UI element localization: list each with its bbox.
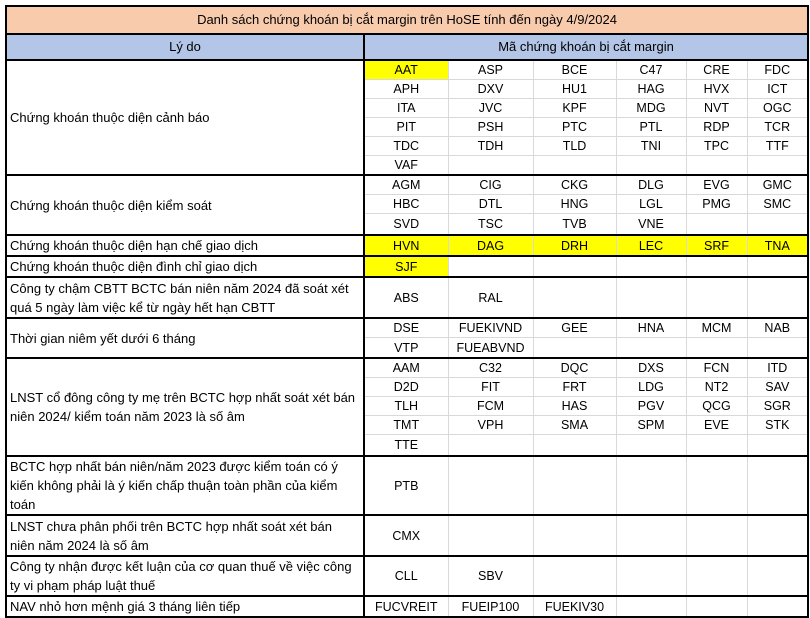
stock-code-cell[interactable]: RDP [686,118,747,137]
stock-code-cell[interactable]: APH [364,80,448,99]
stock-code-cell[interactable]: HAG [616,80,686,99]
stock-code-cell[interactable]: FUEKIV30 [533,596,616,617]
stock-code-cell[interactable]: SVD [364,214,448,236]
stock-code-cell[interactable]: ICT [747,80,808,99]
stock-code-cell[interactable] [747,277,808,318]
stock-code-cell[interactable] [616,256,686,277]
stock-code-cell[interactable]: AAM [364,358,448,378]
stock-code-cell[interactable] [616,277,686,318]
stock-code-cell[interactable] [747,338,808,359]
stock-code-cell[interactable]: ITA [364,99,448,118]
stock-code-cell[interactable]: TDC [364,137,448,156]
stock-code-cell[interactable]: FUEKIVND [448,318,533,338]
stock-code-cell[interactable]: SRF [686,235,747,256]
stock-code-cell[interactable]: DXS [616,358,686,378]
table-row [6,556,808,596]
stock-code-cell[interactable] [747,456,808,515]
table-row [6,256,808,277]
stock-code-cell[interactable]: OGC [747,99,808,118]
stock-code-cell[interactable]: RAL [448,277,533,318]
stock-code-cell[interactable]: VNE [616,214,686,236]
stock-code-cell[interactable]: FUEIP100 [448,596,533,617]
stock-code-cell[interactable]: MDG [616,99,686,118]
stock-code-cell[interactable]: SJF [364,256,448,277]
stock-code-cell[interactable]: AGM [364,175,448,195]
table-title: Danh sách chứng khoán bị cắt margin trên HoSE tính đến ngày 4/9/2024 [6,6,808,34]
stock-code-cell[interactable] [448,515,533,556]
stock-code-cell[interactable]: TVB [533,214,616,236]
stock-code-cell[interactable] [616,156,686,176]
spreadsheet-table [5,5,809,618]
reason-cell: Chứng khoán thuộc diện cảnh báo [6,60,364,175]
stock-code-cell[interactable]: MCM [686,318,747,338]
stock-code-cell[interactable] [533,515,616,556]
stock-code-cell[interactable]: FUCVREIT [364,596,448,617]
stock-code-cell[interactable] [686,277,747,318]
stock-code-cell[interactable]: DAG [448,235,533,256]
stock-code-cell[interactable]: FUEABVND [448,338,533,359]
stock-code-cell[interactable]: D2D [364,378,448,397]
stock-code-cell[interactable]: VTP [364,338,448,359]
stock-code-cell[interactable] [686,556,747,596]
header-codes: Mã chứng khoán bị cắt margin [364,34,808,60]
stock-code-cell[interactable] [616,338,686,359]
stock-code-cell[interactable] [533,456,616,515]
stock-code-cell[interactable]: TPC [686,137,747,156]
stock-code-cell[interactable]: QCG [686,397,747,416]
stock-code-cell[interactable]: NVT [686,99,747,118]
stock-code-cell[interactable]: DLG [616,175,686,195]
reason-cell: Chứng khoán thuộc diện hạn chế giao dịch [6,235,364,256]
stock-code-cell[interactable]: CLL [364,556,448,596]
stock-code-cell[interactable] [616,556,686,596]
reason-cell: Công ty nhận được kết luận của cơ quan thuế về việc công ty vi phạm pháp luật thuế [6,556,364,596]
stock-code-cell[interactable]: JVC [448,99,533,118]
stock-code-cell[interactable]: FIT [448,378,533,397]
stock-code-cell[interactable]: TTE [364,435,448,457]
margin-cut-table [5,5,807,618]
stock-code-cell[interactable]: HU1 [533,80,616,99]
stock-code-cell[interactable] [448,256,533,277]
stock-code-cell[interactable] [533,256,616,277]
stock-code-cell[interactable]: FDC [747,60,808,80]
stock-code-cell[interactable]: PTL [616,118,686,137]
stock-code-cell[interactable]: SBV [448,556,533,596]
stock-code-cell[interactable]: TNA [747,235,808,256]
stock-code-cell[interactable]: DXV [448,80,533,99]
stock-code-cell[interactable] [686,214,747,236]
stock-code-cell[interactable] [686,156,747,176]
stock-code-cell[interactable]: HVN [364,235,448,256]
stock-code-cell[interactable]: HBC [364,195,448,214]
stock-code-cell[interactable] [686,515,747,556]
stock-code-cell[interactable]: DQC [533,358,616,378]
reason-cell: Chứng khoán thuộc diện kiểm soát [6,175,364,235]
stock-code-cell[interactable]: TMT [364,416,448,435]
stock-code-cell[interactable]: GEE [533,318,616,338]
stock-code-cell[interactable] [686,338,747,359]
table-row [6,60,808,80]
reason-cell: Chứng khoán thuộc diện đình chỉ giao dịch [6,256,364,277]
stock-code-cell[interactable] [747,596,808,617]
stock-code-cell[interactable] [448,435,533,457]
stock-code-cell[interactable] [686,435,747,457]
stock-code-cell[interactable]: DTL [448,195,533,214]
stock-code-cell[interactable]: C47 [616,60,686,80]
stock-code-cell[interactable]: PGV [616,397,686,416]
stock-code-cell[interactable] [747,256,808,277]
stock-code-cell[interactable]: HAS [533,397,616,416]
stock-code-cell[interactable]: HNA [616,318,686,338]
stock-code-cell[interactable] [448,456,533,515]
table-row [6,358,808,378]
reason-cell: NAV nhỏ hơn mệnh giá 3 tháng liên tiếp [6,596,364,617]
stock-code-cell[interactable]: TNI [616,137,686,156]
stock-code-cell[interactable]: NAB [747,318,808,338]
stock-code-cell[interactable]: FRT [533,378,616,397]
stock-code-cell[interactable] [747,515,808,556]
stock-code-cell[interactable]: AAT [364,60,448,80]
stock-code-cell[interactable]: PSH [448,118,533,137]
stock-code-cell[interactable] [533,277,616,318]
stock-code-cell[interactable]: VPH [448,416,533,435]
table-row [6,515,808,556]
stock-code-cell[interactable]: CIG [448,175,533,195]
table-row [6,235,808,256]
stock-code-cell[interactable]: FCN [686,358,747,378]
table-row [6,596,808,617]
header-reason: Lý do [6,34,364,60]
stock-code-cell[interactable]: EVG [686,175,747,195]
stock-code-cell[interactable]: CMX [364,515,448,556]
stock-code-cell[interactable]: EVE [686,416,747,435]
stock-code-cell[interactable]: LGL [616,195,686,214]
stock-code-cell[interactable]: KPF [533,99,616,118]
stock-code-cell[interactable]: HNG [533,195,616,214]
stock-code-cell[interactable]: TSC [448,214,533,236]
stock-code-cell[interactable]: SPM [616,416,686,435]
stock-code-cell[interactable] [616,596,686,617]
reason-cell: LNST cổ đông công ty mẹ trên BCTC hợp nhất soát xét bán niên 2024/ kiểm toán năm 2023 là số âm [6,358,364,456]
table-row [6,175,808,195]
stock-code-cell[interactable] [616,435,686,457]
stock-code-cell[interactable] [747,156,808,176]
stock-code-cell[interactable]: FCM [448,397,533,416]
stock-code-cell[interactable] [686,596,747,617]
stock-code-cell[interactable]: HVX [686,80,747,99]
stock-code-cell[interactable]: LEC [616,235,686,256]
stock-code-cell[interactable]: SAV [747,378,808,397]
stock-code-cell[interactable] [533,556,616,596]
stock-code-cell[interactable]: TDH [448,137,533,156]
stock-code-cell[interactable] [533,156,616,176]
stock-code-cell[interactable] [686,256,747,277]
stock-code-cell[interactable]: PTC [533,118,616,137]
reason-cell: Công ty chậm CBTT BCTC bán niên năm 2024 đã soát xét quá 5 ngày làm việc kể từ ngày hết hạn CBTT [6,277,364,318]
stock-code-cell[interactable] [448,156,533,176]
stock-code-cell[interactable]: TTF [747,137,808,156]
stock-code-cell[interactable]: BCE [533,60,616,80]
stock-code-cell[interactable] [616,456,686,515]
stock-code-cell[interactable]: PIT [364,118,448,137]
stock-code-cell[interactable]: GMC [747,175,808,195]
table-row [6,277,808,318]
stock-code-cell[interactable]: NT2 [686,378,747,397]
stock-code-cell[interactable] [533,435,616,457]
stock-code-cell[interactable] [533,338,616,359]
stock-code-cell[interactable]: C32 [448,358,533,378]
reason-cell: Thời gian niêm yết dưới 6 tháng [6,318,364,358]
stock-code-cell[interactable]: ABS [364,277,448,318]
stock-code-cell[interactable]: ITD [747,358,808,378]
reason-cell: LNST chưa phân phối trên BCTC hợp nhất soát xét bán niên năm 2024 là số âm [6,515,364,556]
stock-code-cell[interactable]: DRH [533,235,616,256]
stock-code-cell[interactable]: CRE [686,60,747,80]
stock-code-cell[interactable]: LDG [616,378,686,397]
stock-code-cell[interactable]: VAF [364,156,448,176]
stock-code-cell[interactable]: DSE [364,318,448,338]
stock-code-cell[interactable]: TCR [747,118,808,137]
stock-code-cell[interactable]: ASP [448,60,533,80]
stock-code-cell[interactable]: SMA [533,416,616,435]
table-row [6,318,808,338]
stock-code-cell[interactable]: SGR [747,397,808,416]
stock-code-cell[interactable] [747,435,808,457]
reason-cell: BCTC hợp nhất bán niên/năm 2023 được kiểm toán có ý kiến không phải là ý kiến chấp thuận toàn phần của kiểm toán [6,456,364,515]
stock-code-cell[interactable]: TLD [533,137,616,156]
stock-code-cell[interactable]: PMG [686,195,747,214]
stock-code-cell[interactable]: PTB [364,456,448,515]
stock-code-cell[interactable] [747,556,808,596]
stock-code-cell[interactable] [686,456,747,515]
table-row [6,456,808,515]
stock-code-cell[interactable] [616,515,686,556]
stock-code-cell[interactable]: SMC [747,195,808,214]
stock-code-cell[interactable]: TLH [364,397,448,416]
stock-code-cell[interactable]: CKG [533,175,616,195]
stock-code-cell[interactable]: STK [747,416,808,435]
stock-code-cell[interactable] [747,214,808,236]
